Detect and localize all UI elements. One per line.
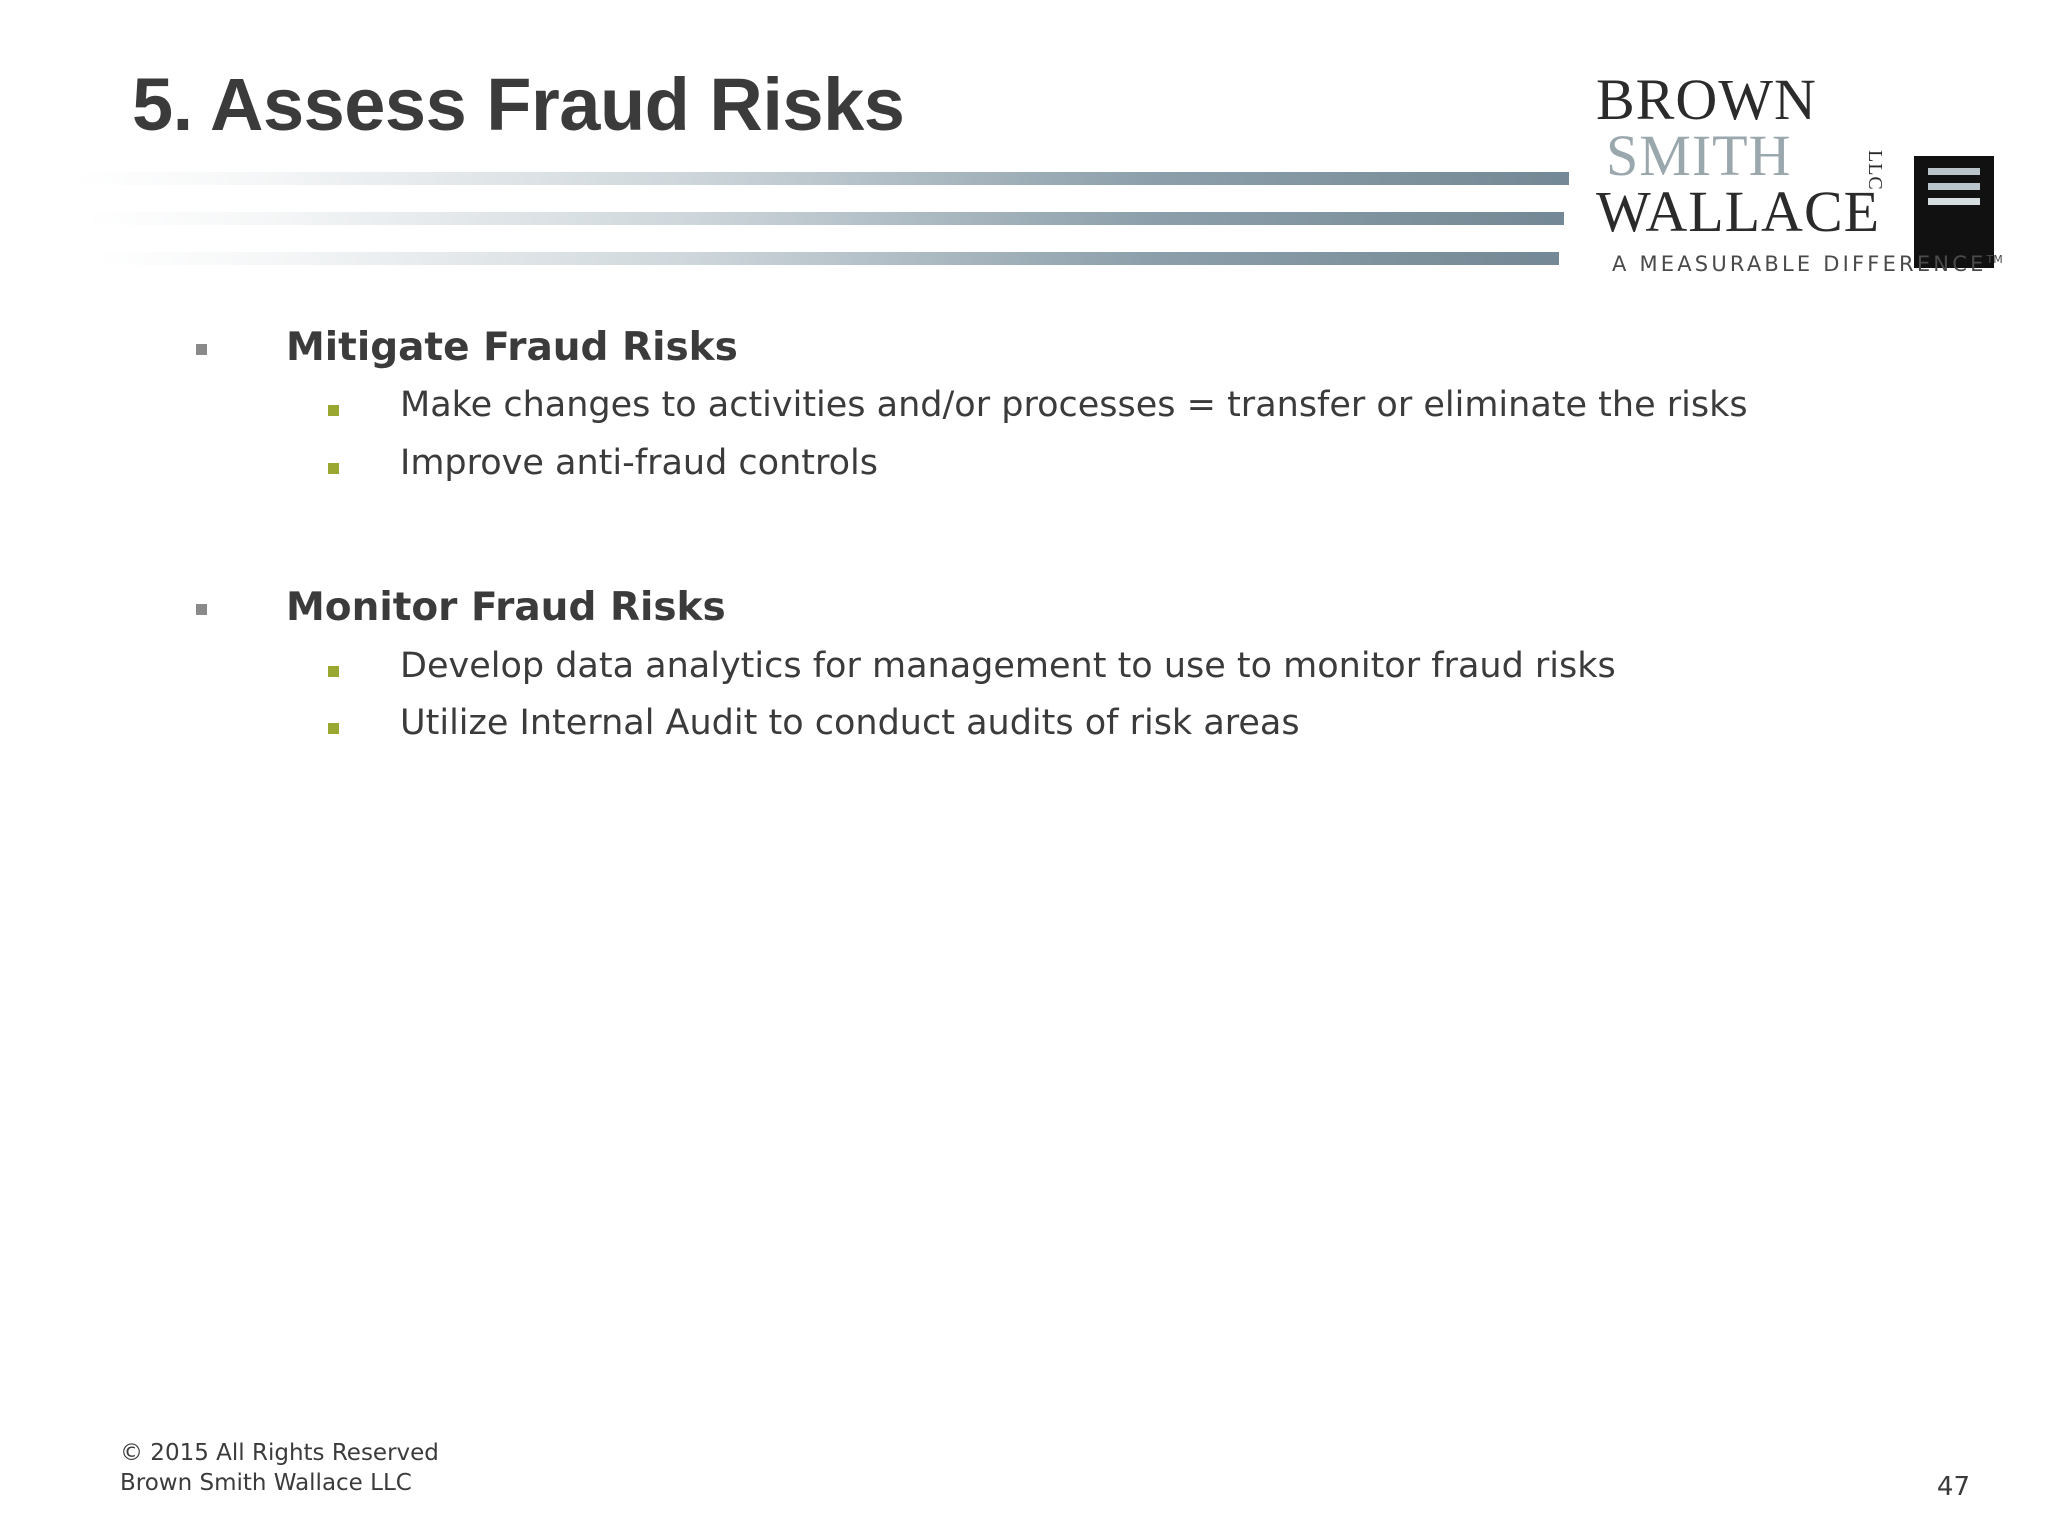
square-bullet-icon xyxy=(328,405,339,416)
list-item xyxy=(180,383,1930,429)
decorative-bar-1 xyxy=(74,172,1569,185)
decorative-bars xyxy=(60,168,1570,278)
footer-copyright xyxy=(120,1438,439,1499)
page-title: 5. Assess Fraud Risks xyxy=(132,63,905,146)
list-item-label: Make changes to activities and/or processes = transfer or eliminate the risks xyxy=(400,385,1748,426)
section-heading-label: Monitor Fraud Risks xyxy=(286,585,726,631)
list-item xyxy=(180,644,1930,690)
logo-word-brown: BROWN xyxy=(1596,67,1817,132)
logo-suffix-llc: LLC xyxy=(1864,150,1886,191)
square-bullet-icon xyxy=(196,344,207,355)
page-number: 47 xyxy=(1936,1472,1970,1502)
section-heading-mitigate xyxy=(180,322,1930,373)
logo-tagline-text: A MEASURABLE DIFFERENCE xyxy=(1612,252,1987,276)
logo-tagline xyxy=(1612,252,2003,276)
footer-copyright-line1: © 2015 All Rights Reserved xyxy=(120,1440,439,1466)
list-item xyxy=(180,441,1930,487)
decorative-bar-3 xyxy=(94,252,1559,265)
slide-body xyxy=(180,322,1930,759)
footer-copyright-line2: Brown Smith Wallace LLC xyxy=(120,1470,412,1497)
section-spacer xyxy=(180,498,1930,582)
logo-trademark: TM xyxy=(1986,253,2003,266)
logo-stripe-1 xyxy=(1928,168,1980,175)
brown-smith-wallace-logo xyxy=(1596,66,2003,316)
list-item-label: Utilize Internal Audit to conduct audits of risk areas xyxy=(400,703,1300,744)
decorative-bar-2 xyxy=(84,212,1564,225)
list-item-label: Improve anti-fraud controls xyxy=(400,442,878,483)
list-item-label: Develop data analytics for management to use to monitor fraud risks xyxy=(400,645,1616,686)
logo-word-wallace: WALLACE xyxy=(1596,179,1881,244)
list-item xyxy=(180,701,1930,747)
square-bullet-icon xyxy=(328,666,339,677)
logo-stripe-2 xyxy=(1928,183,1980,190)
square-bullet-icon xyxy=(328,463,339,474)
square-bullet-icon xyxy=(328,723,339,734)
logo-stripe-3 xyxy=(1928,198,1980,205)
section-heading-label: Mitigate Fraud Risks xyxy=(286,325,738,370)
logo-word-smith: SMITH xyxy=(1606,123,1792,188)
section-heading-monitor xyxy=(180,582,1930,633)
square-bullet-icon xyxy=(196,604,207,615)
